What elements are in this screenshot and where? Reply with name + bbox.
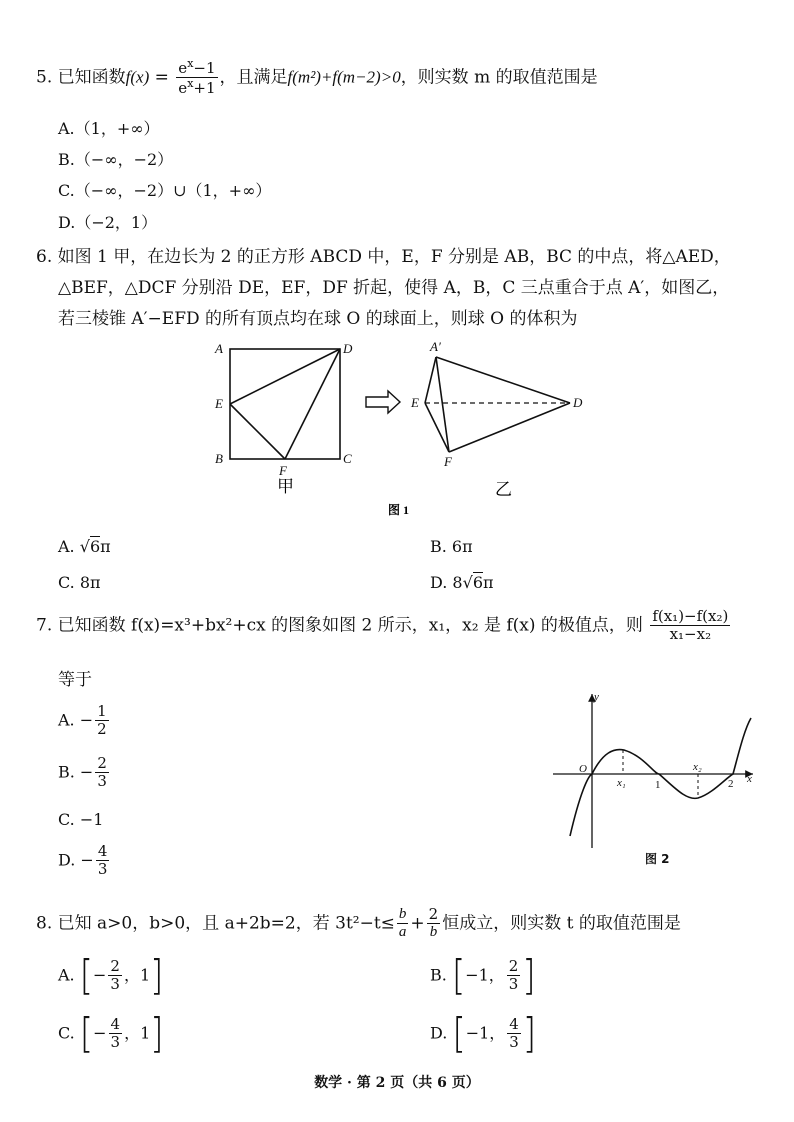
label-jia: 甲: [277, 477, 294, 496]
figure-1: [0, 335, 794, 545]
q7-stem: 7. 已知函数 f(x)=x³+bx²+cx 的图象如图 2 所示，x₁，x₂ 是 f(x) 的极值点，则 $\frac{\text{f(x₁)−f(x₂)}}{\text{x₁−x₂}}$: [36, 607, 729, 644]
label-two: 2: [728, 778, 734, 790]
q6-option-d[interactable]: D. 8√6π: [430, 573, 494, 592]
cubic-curve: [570, 718, 751, 836]
figure-1-caption: 图 1: [388, 503, 410, 517]
q5-option-a[interactable]: A.（1，+∞）: [58, 119, 160, 138]
label-c: C: [343, 451, 352, 466]
q6-line1: 6. 如图 1 甲，在边长为 2 的正方形 ABCD 中，E，F 分别是 AB，BC 的中点，将△AED，: [36, 247, 731, 267]
label-f2: F: [444, 454, 452, 469]
q8-option-c[interactable]: C. [− $\frac{4}{3}$ ，1]: [58, 1009, 164, 1058]
label-f: F: [279, 463, 287, 478]
q8-option-b[interactable]: B. [−1， $\frac{2}{3}$ ]: [430, 951, 536, 1000]
q5-fraction: [176, 58, 217, 98]
figure-2-caption: 图 2: [645, 852, 670, 866]
q8-number: 8.: [36, 913, 53, 934]
sqrt-icon: √: [79, 537, 90, 556]
label-a-prime: A′: [430, 339, 441, 354]
fold-arrow-icon: [366, 391, 400, 413]
label-x1: x₁: [617, 777, 626, 789]
tetrahedron: [425, 357, 570, 452]
label-y: y: [594, 691, 599, 703]
label-one: 1: [655, 779, 661, 791]
q7-option-c[interactable]: C. −1: [58, 810, 104, 829]
q6-number: 6.: [36, 247, 53, 267]
q7-option-a[interactable]: A. − $\frac{1}{2}$: [58, 702, 107, 739]
q6-option-a[interactable]: A. √6π: [58, 537, 111, 556]
q5-condition: f(m²)+f(m−2)>0: [287, 67, 401, 87]
q7-option-d[interactable]: D. − $\frac{4}{3}$: [58, 842, 108, 879]
q8-option-a[interactable]: A. [− $\frac{2}{3}$ ，1]: [58, 951, 164, 1000]
q5-frac-den: $e^x+1$: [178, 77, 216, 98]
q6-option-b[interactable]: B. 6π: [430, 537, 473, 556]
label-e: E: [215, 396, 223, 411]
q7-stem2: 等于: [58, 670, 92, 690]
label-b: B: [215, 451, 223, 466]
q6-option-c[interactable]: C. 8π: [58, 573, 101, 592]
q5-stem: 5. 已知函数f(x) = $\frac{e^x-1}{e^x+1}$ ，且满足f(m²)+f(m−2)>0，则实数 m 的取值范围是: [36, 57, 598, 98]
q5-option-d[interactable]: D.（−2，1）: [58, 213, 158, 232]
label-yi: 乙: [495, 480, 512, 499]
q8-frac2: $\frac{2}{b}$: [428, 905, 439, 941]
page-footer: 数学 · 第 2 页（共 6 页）: [314, 1075, 480, 1091]
q5-frac-num: $e^x-1$: [178, 57, 216, 77]
q7-number: 7.: [36, 615, 53, 636]
q5-stem-suffix: ，则实数 m 的取值范围是: [400, 67, 598, 88]
q5-stem-mid: ，且满足: [219, 67, 288, 88]
q7-option-b[interactable]: B. − $\frac{2}{3}$: [58, 754, 107, 791]
label-e2: E: [411, 395, 419, 410]
q6-line3: 若三棱锥 A′−EFD 的所有顶点均在球 O 的球面上，则球 O 的体积为: [58, 309, 578, 329]
q8-stem: 8. 已知 a>0，b>0，且 a+2b=2，若 3t²−t≤ $\frac{b}{a}$ + $\frac{2}{b}$ 恒成立，则实数 t 的取值范围是: [36, 905, 681, 941]
q5-option-c[interactable]: C.（−∞，−2）∪（1，+∞）: [58, 181, 272, 200]
q5-number: 5.: [36, 67, 53, 88]
label-origin: O: [579, 763, 587, 775]
q8-option-d[interactable]: D. [−1， $\frac{4}{3}$ ]: [430, 1009, 537, 1058]
q5-fx: f(x): [125, 67, 150, 87]
q6-line2: △BEF，△DCF 分别沿 DE，EF，DF 折起，使得 A，B，C 三点重合于点 A′，如图乙，: [58, 278, 730, 298]
sqrt-icon: √: [462, 573, 473, 592]
square-abcd: [230, 349, 340, 459]
q8-frac1: $\frac{b}{a}$: [398, 906, 407, 941]
label-x2: x₂: [693, 761, 702, 773]
q7-fraction: $\frac{\text{f(x₁)−f(x₂)}}{\text{x₁−x₂}}$: [652, 607, 729, 644]
q5-option-b[interactable]: B.（−∞，−2）: [58, 150, 174, 169]
label-d2: D: [573, 395, 583, 410]
q5-stem-prefix: 已知函数: [57, 67, 126, 88]
label-d: D: [343, 341, 353, 356]
label-a: A: [215, 341, 223, 356]
label-x: x: [747, 773, 752, 785]
